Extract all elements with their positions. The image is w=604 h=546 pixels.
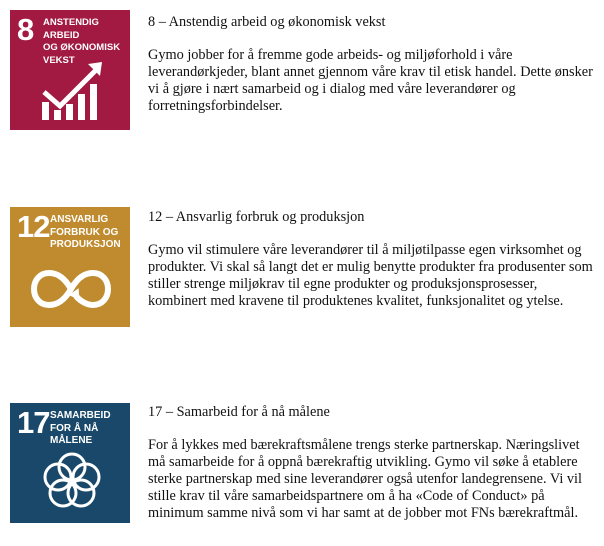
sdg-12-body: Gymo vil stimulere våre leverandører til å miljøtilpasse egen virksomhet og produkter. Vi skal så langt det er mulig benytte produkter fra produsenter som stiller strenge miljøkrav til egne produkter og produksjonsprosesser, kombinert med kravene til produktenes kvalitet, funksjonalitet og ytelse. [148, 242, 593, 309]
sdg-8-body: Gymo jobber for å fremme gode arbeids- og miljøforhold i våre leverandørkjeder, blant annet gjennom våre krav til etisk handel. Dette ønsker vi å gjøre i nært samarbeid og i dialog med våre leverandører og forretningsforbindelser. [148, 47, 593, 114]
sdg-12-tile-title: ANSVARLIG FORBRUK OG PRODUKSJON [50, 214, 121, 250]
sdg-8-heading: 8 – Anstendig arbeid og økonomisk vekst [148, 14, 386, 30]
sdg-12-section [148, 209, 596, 310]
sdg-12-number: 12 [17, 209, 50, 244]
sdg-17-section [148, 404, 596, 522]
sdg-17-tile-title: SAMARBEID FOR Å NÅ MÅLENE [50, 410, 111, 446]
sdg-8-section [148, 14, 596, 115]
interlocking-rings-icon [42, 449, 102, 511]
sdg-8-tile-title: ANSTENDIG ARBEID OG ØKONOMISK VEKST [43, 17, 121, 66]
infinity-loop-icon [30, 267, 112, 311]
sdg-12-heading: 12 – Ansvarlig forbruk og produksjon [148, 209, 365, 225]
sdg-17-number: 17 [17, 405, 50, 440]
growth-chart-icon [40, 60, 104, 122]
sdg-17-heading: 17 – Samarbeid for å nå målene [148, 404, 330, 420]
sdg-17-body: For å lykkes med bærekraftsmålene trengs sterke partnerskap. Næringslivet må samarbeide for å oppnå bærekraftig utvikling. Gymo vil søke å etablere sterke partnerskap med sine leverandører også utenfor landegrensene. Vi vil stille krav til våre samarbeidspartnere om å ha «Code of Conduct» på minimum samme nivå som vi har samt at de jobber mot FNs bærekraftmål. [148, 437, 582, 521]
sdg-17-tile [10, 403, 130, 523]
sdg-8-tile [10, 10, 130, 130]
sdg-12-tile [10, 207, 130, 327]
sdg-8-number: 8 [17, 12, 34, 47]
